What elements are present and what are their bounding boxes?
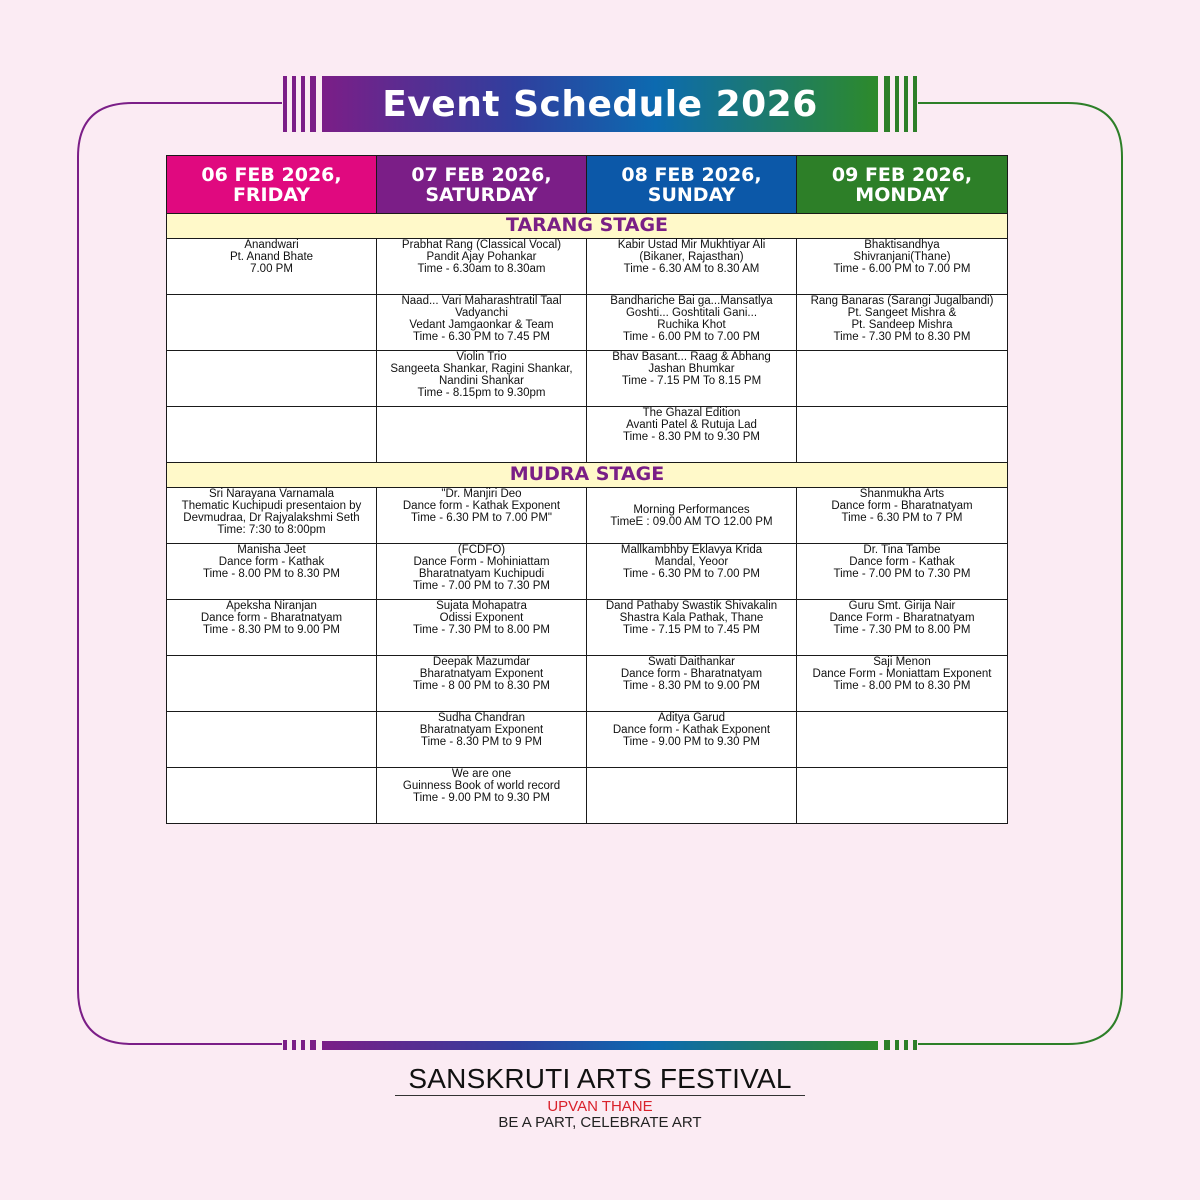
event-line: Time - 8.00 PM to 8.30 PM — [833, 680, 971, 692]
day-header-line1: 06 FEB 2026, — [201, 163, 342, 186]
table-row — [167, 712, 1008, 768]
day-header-line1: 09 FEB 2026, — [831, 163, 973, 186]
event-line: Manisha Jeet — [237, 544, 306, 556]
event-cell — [587, 295, 797, 351]
event-line: Pt. Sangeet Mishra & — [847, 307, 957, 319]
event-line: Time - 7.30 PM to 8.00 PM — [833, 624, 971, 636]
event-line: Sujata Mohapatra — [436, 600, 527, 612]
event-line: Nandini Shankar — [438, 375, 525, 387]
event-cell — [167, 544, 377, 600]
table-row — [167, 407, 1008, 463]
event-line: Swati Daithankar — [648, 656, 735, 668]
event-line: Bharatnatyam Exponent — [419, 668, 544, 680]
event-line: Jashan Bhumkar — [648, 363, 735, 375]
event-line: Time - 9.00 PM to 9.30 PM — [413, 792, 550, 804]
event-cell — [377, 488, 587, 544]
event-cell — [167, 768, 377, 824]
event-line: Mandal, Yeoor — [654, 556, 729, 568]
event-cell — [167, 600, 377, 656]
festival-name: SANSKRUTI ARTS FESTIVAL — [408, 1063, 792, 1094]
event-cell — [797, 239, 1008, 295]
event-line: Pandit Ajay Pohankar — [426, 251, 537, 263]
event-line: "Dr. Manjiri Deo — [441, 488, 522, 500]
event-line: Dance form - Kathak Exponent — [612, 724, 771, 736]
table-row — [167, 239, 1008, 295]
event-line: Mallkambhby Eklavya Krida — [620, 544, 763, 556]
event-cell — [587, 600, 797, 656]
event-line: Time - 7.00 PM to 7.30 PM — [413, 580, 550, 592]
event-cell — [377, 295, 587, 351]
event-line: Bharatnatyam Exponent — [419, 724, 544, 736]
event-cell — [797, 768, 1008, 824]
event-line: Pt. Sandeep Mishra — [851, 319, 953, 331]
event-line: Devmudraa, Dr Rajyalakshmi Seth — [183, 512, 360, 524]
event-line: Time - 6.30 PM to 7.45 PM — [413, 331, 550, 343]
event-line: Time - 7.30 PM to 8.00 PM — [413, 624, 550, 636]
event-cell — [167, 351, 377, 407]
event-line: Time - 8.00 PM to 8.30 PM — [203, 568, 340, 580]
event-line: Dand Pathaby Swastik Shivakalin — [605, 600, 778, 612]
event-line: Dance form - Bharatnatyam — [200, 612, 343, 624]
event-line: Time - 8.30 PM to 9.00 PM — [623, 680, 760, 692]
event-cell — [587, 407, 797, 463]
day-header-line1: 07 FEB 2026, — [411, 163, 552, 186]
festival-venue: UPVAN THANE — [547, 1098, 653, 1115]
event-cell — [797, 407, 1008, 463]
event-line: Dance form - Kathak — [218, 556, 325, 568]
event-cell — [377, 656, 587, 712]
event-line: Aditya Garud — [657, 712, 726, 724]
event-line: Time - 8.15pm to 9.30pm — [417, 387, 546, 399]
footer-divider — [395, 1095, 805, 1096]
table-row — [167, 656, 1008, 712]
event-line: Sri Narayana Varnamala — [208, 488, 335, 500]
event-line: Vedant Jamgaonkar & Team — [409, 319, 554, 331]
event-line: Time - 8.30 PM to 9.00 PM — [203, 624, 340, 636]
event-line: Dance Form - Mohiniattam — [413, 556, 550, 568]
event-line: Anandwari — [244, 239, 299, 251]
event-line: Dance form - Bharatnatyam — [831, 500, 973, 512]
event-line: Time - 6.30am to 8.30am — [417, 263, 546, 275]
event-line: Time - 6.00 PM to 7.00 PM — [623, 331, 760, 343]
event-cell — [377, 351, 587, 407]
event-cell — [797, 544, 1008, 600]
event-cell — [797, 295, 1008, 351]
schedule-table — [166, 155, 1008, 824]
event-cell — [587, 768, 797, 824]
event-line: Deepak Mazumdar — [432, 656, 531, 668]
event-line: Guru Smt. Girija Nair — [848, 600, 956, 612]
event-line: Rang Banaras (Sarangi Jugalbandi) — [810, 295, 994, 307]
event-cell — [587, 351, 797, 407]
day-header — [377, 156, 587, 214]
event-cell — [797, 656, 1008, 712]
event-cell — [167, 295, 377, 351]
event-line: Time - 6.30 AM to 8.30 AM — [623, 263, 760, 275]
festival-tagline: BE A PART, CELEBRATE ART — [498, 1114, 702, 1131]
event-line: Time - 7.30 PM to 8.30 PM — [833, 331, 971, 343]
event-line: The Ghazal Edition — [642, 407, 741, 419]
event-line: Avanti Patel & Rutuja Lad — [626, 419, 757, 431]
event-cell — [587, 239, 797, 295]
event-line: Morning Performances — [633, 503, 750, 516]
event-line: Guinness Book of world record — [402, 780, 561, 792]
event-cell — [167, 407, 377, 463]
day-header-line2: MONDAY — [855, 183, 949, 206]
event-line: Time - 7.15 PM To 8.15 PM — [621, 375, 762, 387]
event-line: Violin Trio — [456, 351, 507, 363]
event-cell — [377, 712, 587, 768]
event-line: Goshti... Goshtitali Gani... — [625, 307, 758, 319]
table-row — [167, 351, 1008, 407]
event-line: Vadyanchi — [455, 307, 508, 319]
table-row — [167, 600, 1008, 656]
event-cell — [587, 488, 797, 544]
event-line: (FCDFO) — [457, 544, 506, 556]
event-line: Bhaktisandhya — [864, 239, 940, 251]
table-row — [167, 488, 1008, 544]
event-line: (Bikaner, Rajasthan) — [639, 251, 744, 263]
day-header-line2: SUNDAY — [647, 183, 736, 206]
event-cell — [377, 544, 587, 600]
event-line: Dance form - Kathak Exponent — [402, 500, 561, 512]
event-cell — [167, 488, 377, 544]
event-line: Shivranjani(Thane) — [853, 251, 951, 263]
event-line: Odissi Exponent — [439, 612, 524, 624]
event-line: Time - 7.15 PM to 7.45 PM — [623, 624, 760, 636]
stage-title: TARANG STAGE — [167, 214, 1008, 239]
event-line: Time - 6.00 PM to 7.00 PM — [833, 263, 971, 275]
event-line: Time - 6.30 PM to 7.00 PM" — [410, 512, 553, 524]
table-row — [167, 295, 1008, 351]
day-header-row — [167, 156, 1008, 214]
event-cell — [377, 239, 587, 295]
event-line: Time - 8 00 PM to 8.30 PM — [413, 680, 550, 692]
event-cell — [167, 712, 377, 768]
event-line: Naad... Vari Maharashtratil Taal — [401, 295, 562, 307]
page-title: Event Schedule 2026 — [382, 83, 818, 125]
event-cell — [377, 407, 587, 463]
day-header — [167, 156, 377, 214]
event-line: Kabir Ustad Mir Mukhtiyar Ali — [617, 239, 766, 251]
event-line: Time - 6.30 PM to 7 PM — [841, 512, 963, 524]
event-cell — [797, 712, 1008, 768]
event-line: Time - 8.30 PM to 9.30 PM — [623, 431, 760, 443]
event-line: Dr. Tina Tambe — [863, 544, 941, 556]
day-header-line2: FRIDAY — [232, 183, 311, 206]
event-line: Apeksha Niranjan — [226, 600, 317, 612]
event-line: Prabhat Rang (Classical Vocal) — [401, 239, 562, 251]
event-line: Time - 6.30 PM to 7.00 PM — [623, 568, 760, 580]
event-cell — [377, 768, 587, 824]
day-header-line1: 08 FEB 2026, — [621, 163, 762, 186]
event-line: Time - 7.00 PM to 7.30 PM — [833, 568, 971, 580]
event-line: Dance form - Bharatnatyam — [620, 668, 763, 680]
event-line: Dance Form - Moniattam Exponent — [812, 668, 992, 680]
event-cell — [797, 351, 1008, 407]
event-line: Bhav Basant... Raag & Abhang — [612, 351, 771, 363]
event-line: Bharatnatyam Kuchipudi — [418, 568, 545, 580]
event-cell — [587, 712, 797, 768]
event-line: Ruchika Khot — [657, 319, 726, 331]
event-line: 7.00 PM — [250, 263, 293, 275]
event-line: Time - 9.00 PM to 9.30 PM — [623, 736, 760, 748]
day-header-line2: SATURDAY — [425, 183, 538, 206]
event-line: Pt. Anand Bhate — [229, 251, 314, 263]
event-line: Time - 8.30 PM to 9 PM — [421, 736, 542, 748]
event-line: Saji Menon — [873, 656, 931, 668]
event-line: TimeE : 09.00 AM TO 12.00 PM — [610, 515, 773, 528]
event-line: We are one — [451, 768, 512, 780]
event-line: Time: 7:30 to 8:00pm — [217, 524, 326, 536]
event-line: Shanmukha Arts — [859, 488, 945, 500]
stage-header-row — [167, 463, 1008, 488]
event-line: Sangeeta Shankar, Ragini Shankar, — [390, 363, 573, 375]
stage-title: MUDRA STAGE — [167, 463, 1008, 488]
event-line: Bandhariche Bai ga...Mansatlya — [610, 295, 773, 307]
event-cell — [167, 239, 377, 295]
stage-header-row — [167, 214, 1008, 239]
table-row — [167, 768, 1008, 824]
day-header — [587, 156, 797, 214]
title-banner — [322, 76, 878, 132]
event-cell — [587, 544, 797, 600]
event-cell — [377, 600, 587, 656]
day-header — [797, 156, 1008, 214]
event-line: Dance form - Kathak — [849, 556, 955, 568]
table-row — [167, 544, 1008, 600]
event-cell — [797, 600, 1008, 656]
event-cell — [587, 656, 797, 712]
event-line: Sudha Chandran — [438, 712, 525, 724]
event-cell — [797, 488, 1008, 544]
event-cell — [167, 656, 377, 712]
event-line: Shastra Kala Pathak, Thane — [619, 612, 764, 624]
event-line: Dance Form - Bharatnatyam — [829, 612, 975, 624]
event-line: Thematic Kuchipudi presentaion by — [181, 500, 362, 512]
